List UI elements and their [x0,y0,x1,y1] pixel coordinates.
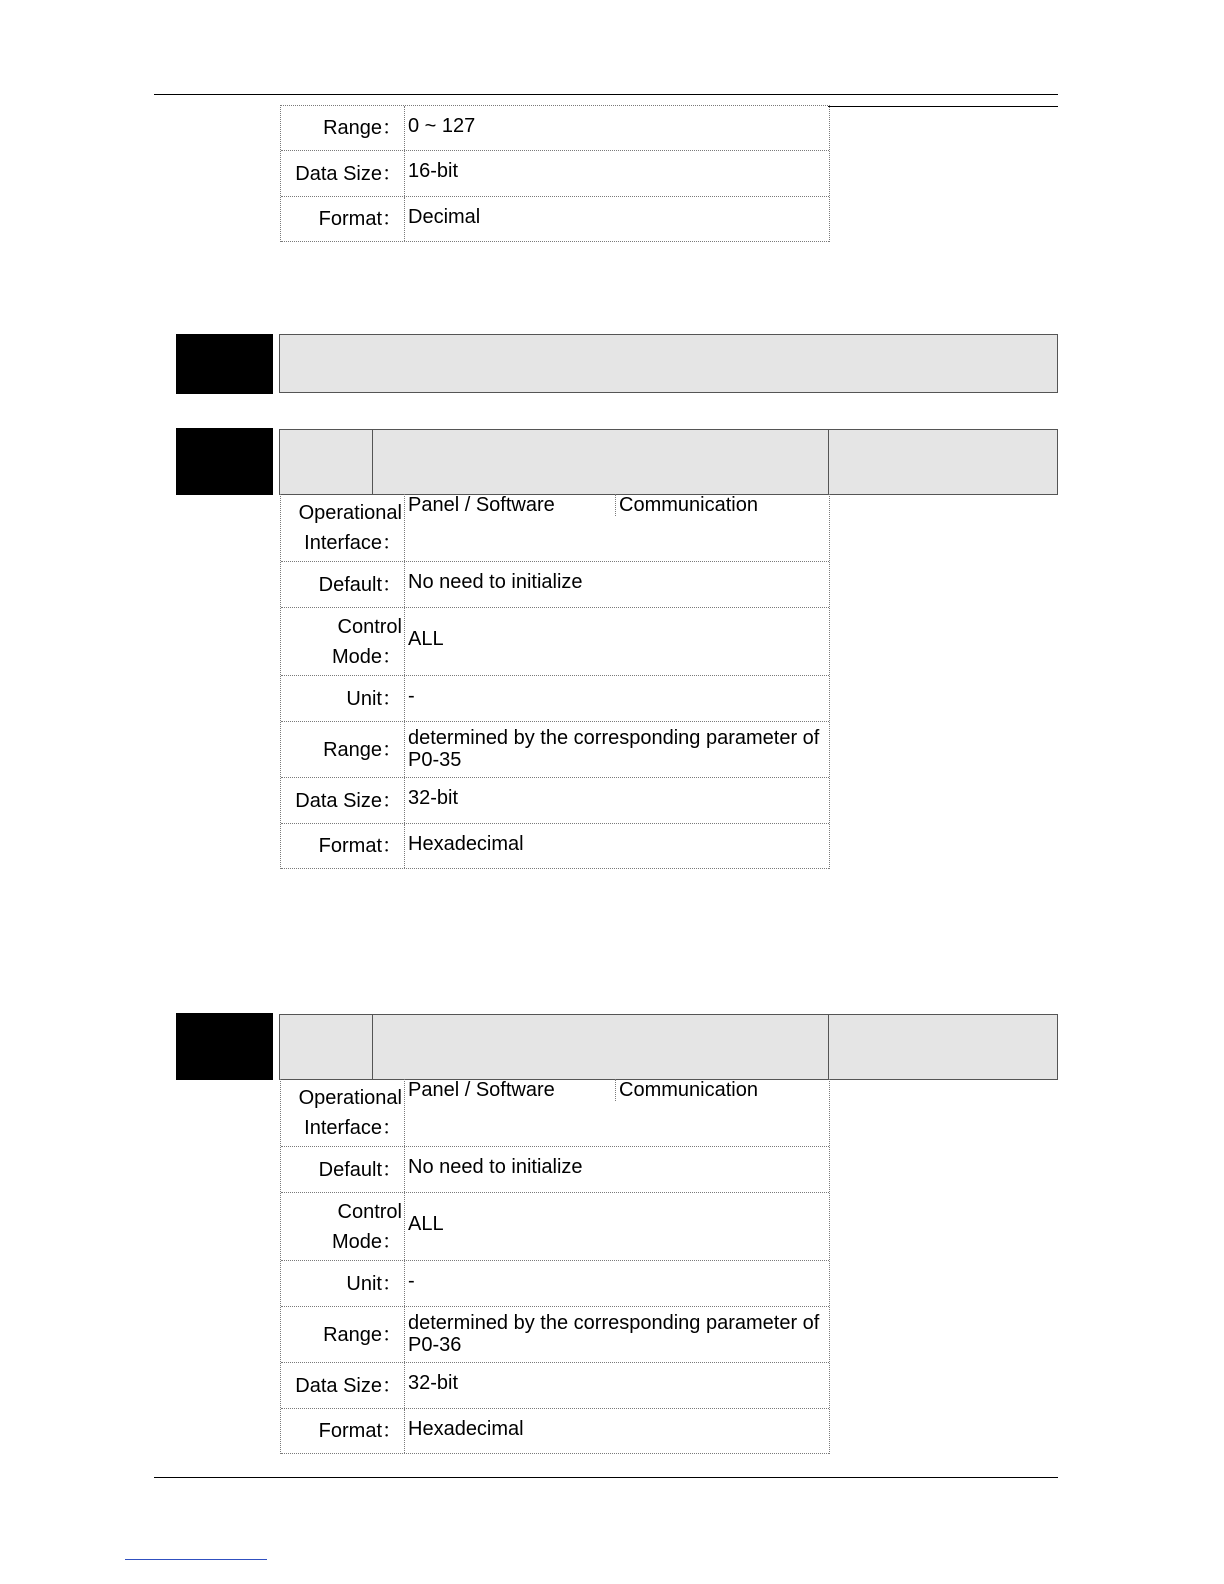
parameter-category-cell [829,1015,1057,1079]
interface-label: Operational Interface： [281,494,405,561]
format-value: Hexadecimal [408,833,524,855]
parameter-name-cell [373,430,829,494]
table-row [281,494,829,562]
control-mode-label: Control Mode： [281,1193,405,1260]
format-value: Hexadecimal [408,1418,524,1440]
default-value: No need to initialize [408,571,583,593]
footer-link-underline [125,1559,267,1560]
unit-value: - [408,1270,415,1292]
table-row [281,722,829,778]
control-mode-label: Control Mode： [281,608,405,675]
interface-comm-value: Communication [619,1079,758,1101]
parameter-header [279,1014,1058,1080]
range-label: Range： [281,722,405,777]
header-rule-right [828,106,1058,107]
data-size-label: Data Size： [281,778,405,823]
table-row [281,1409,829,1454]
parameter-category-cell [829,430,1057,494]
data-size-value: 32-bit [408,1372,459,1394]
format-value: Decimal [408,206,481,228]
table-row [281,151,829,197]
data-size-label: Data Size： [281,151,405,196]
section-marker [176,334,273,394]
range-value: determined by the corresponding parameter of P0-35 [408,727,820,771]
range-label: Range： [281,1307,405,1362]
header-rule [154,94,1058,95]
data-size-value: 32-bit [408,787,459,809]
interface-panel-value: Panel / Software [405,1079,616,1101]
table-row [281,1307,829,1363]
control-mode-value: ALL [408,628,444,650]
table-row [281,1363,829,1409]
footer-rule [154,1477,1058,1478]
format-label: Format： [281,824,405,868]
default-label: Default： [281,562,405,607]
table-row [281,562,829,608]
unit-label: Unit： [281,1261,405,1306]
table-row [281,676,829,722]
default-label: Default： [281,1147,405,1192]
format-label: Format： [281,197,405,241]
parameter-name-cell [373,1015,829,1079]
control-mode-value: ALL [408,1213,444,1235]
table-row [281,1147,829,1193]
data-size-label: Data Size： [281,1363,405,1408]
unit-value: - [408,685,415,707]
parameter-attribute-table [280,494,830,869]
range-value: 0 ~ 127 [408,115,476,137]
unit-label: Unit： [281,676,405,721]
interface-label: Operational Interface： [281,1079,405,1146]
table-row [281,1193,829,1261]
table-row [281,778,829,824]
parameter-address-cell [280,430,373,494]
format-label: Format： [281,1409,405,1453]
data-size-value: 16-bit [408,160,459,182]
table-row [281,106,829,151]
parameter-address-cell [280,1015,373,1079]
table-row [281,197,829,242]
interface-comm-value: Communication [619,494,758,516]
parameter-attribute-table [280,1079,830,1454]
range-label: Range： [281,106,405,150]
range-value: determined by the corresponding parameter of P0-36 [408,1312,820,1356]
table-row [281,1261,829,1307]
parameter-code-box [176,1013,273,1080]
top-attribute-table [280,105,830,242]
default-value: No need to initialize [408,1156,583,1178]
table-row [281,608,829,676]
interface-panel-value: Panel / Software [405,494,616,516]
table-row [281,1079,829,1147]
parameter-code-box [176,428,273,495]
parameter-header [279,429,1058,495]
table-row [281,824,829,869]
section-title-bar [279,334,1058,393]
